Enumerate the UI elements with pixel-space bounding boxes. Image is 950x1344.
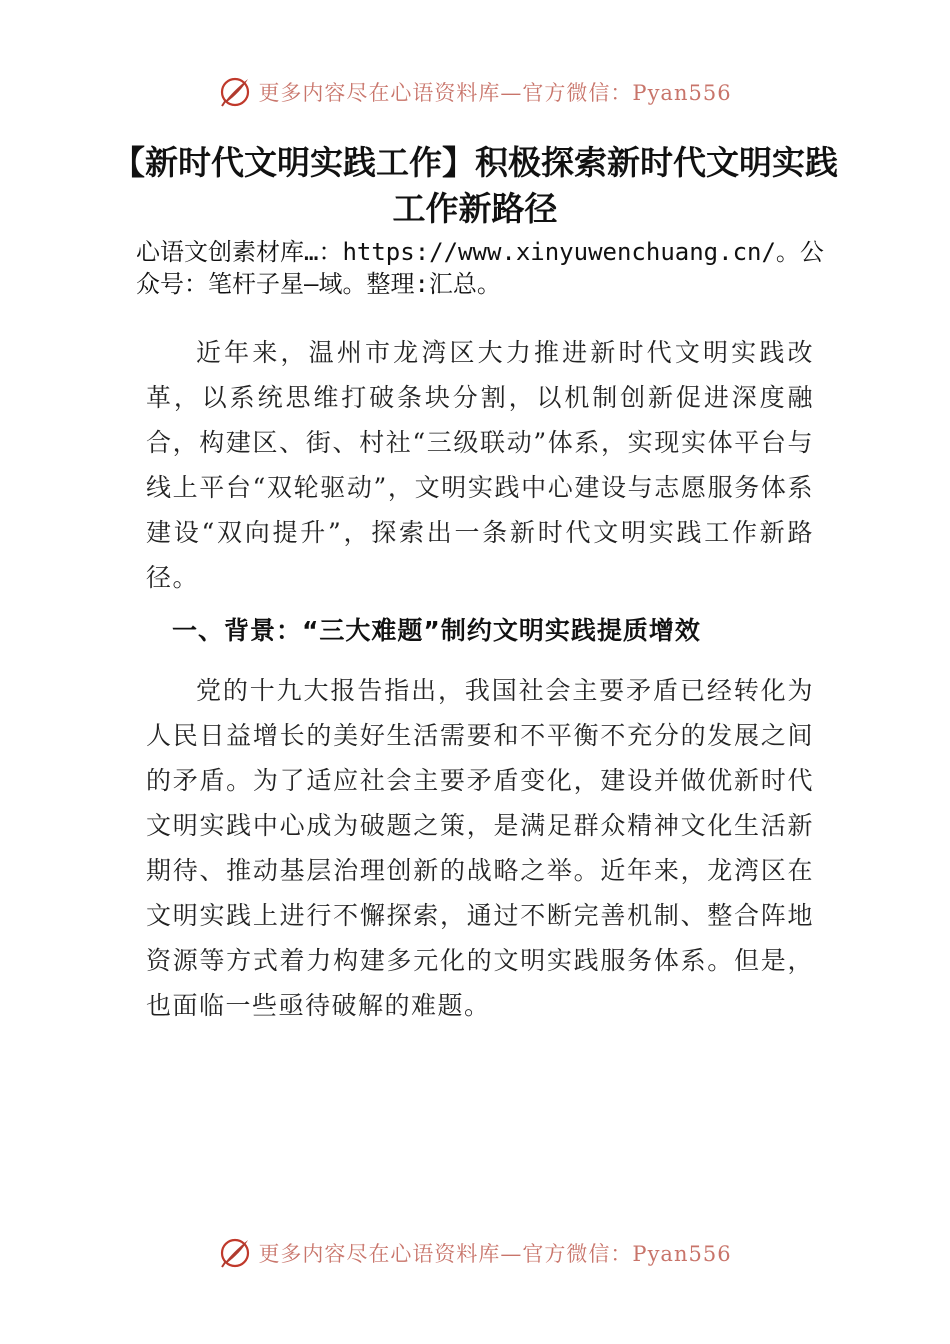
- document-title: 【新时代文明实践工作】积极探索新时代文明实践工作新路径: [112, 143, 838, 228]
- paragraph-background: 党的十九大报告指出，我国社会主要矛盾已经转化为人民日益增长的美好生活需要和不平衡不充分的发展之间的矛盾。为了适应社会主要矛盾变化，建设并做优新时代文明实践中心成为破题之策，是满足群众精神文化生活新期待、推动基层治理创新的战略之举。近年来，龙湾区在文明实践上进行不懈探索，通过不断完善机制、整合阵地资源等方式着力构建多元化的文明实践服务体系。但是，也面临一些亟待破解的难题。: [146, 676, 814, 1020]
- header-banner: [0, 72, 950, 112]
- footer-banner-text: 更多内容尽在心语资料库—官方微信：Pyan556: [258, 1242, 732, 1266]
- quill-logo-icon: [218, 1236, 252, 1270]
- source-line: 心语文创素材库…：https://www.xinyuwenchuang.cn/。公众号：笔杆子星—域。整理:汇总。: [136, 238, 824, 298]
- section-heading: 一、背景：“三大难题”制约文明实践提质增效: [172, 616, 701, 645]
- header-banner-text: 更多内容尽在心语资料库—官方微信：Pyan556: [258, 81, 732, 105]
- paragraph-intro: 近年来，温州市龙湾区大力推进新时代文明实践改革，以系统思维打破条块分割，以机制创新促进深度融合，构建区、街、村社“三级联动”体系，实现实体平台与线上平台“双轮驱动”，文明实践中心建设与志愿服务体系建设“双向提升”，探索出一条新时代文明实践工作新路径。: [146, 338, 814, 592]
- quill-logo-icon: [218, 75, 252, 109]
- footer-banner: [0, 1233, 950, 1273]
